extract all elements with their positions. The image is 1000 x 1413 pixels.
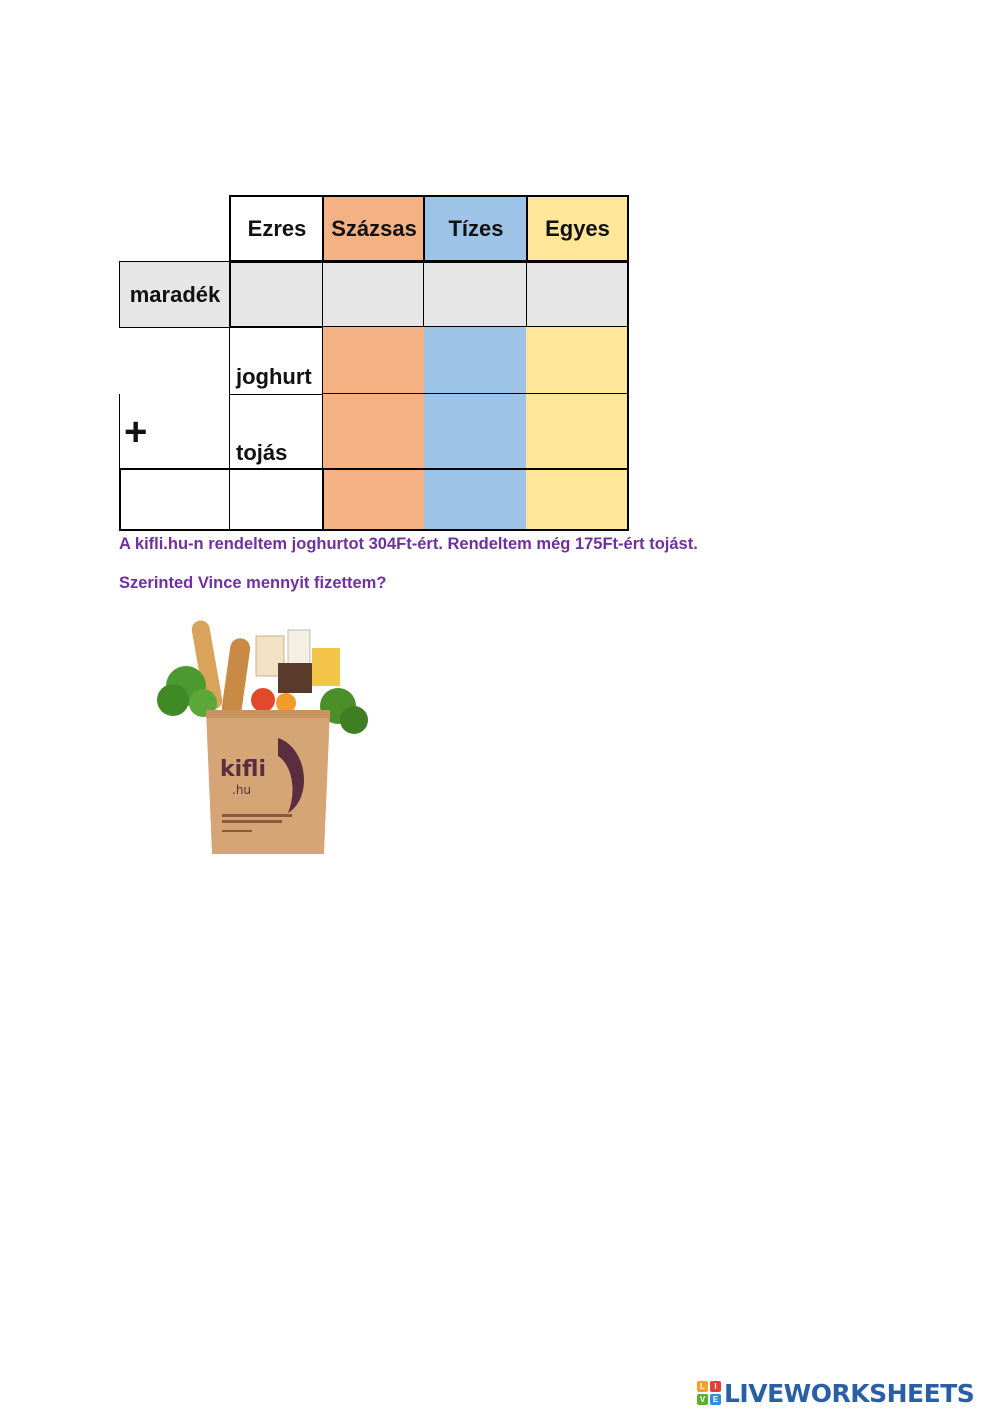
joghurt-egyes-input[interactable] (526, 327, 629, 394)
liveworksheets-logo[interactable] (697, 1378, 974, 1408)
header-ezres: Ezres (229, 195, 324, 262)
header-egyes: Egyes (526, 195, 629, 262)
maradek-egyes-input[interactable] (526, 261, 629, 328)
bag-brand-text: kifli (220, 757, 267, 782)
maradek-tizes-input[interactable] (423, 261, 528, 328)
tojas-tizes-input[interactable] (424, 394, 527, 470)
logo-blocks-icon: L I V E (697, 1381, 721, 1405)
joghurt-tizes-input[interactable] (424, 327, 527, 394)
tojas-egyes-input[interactable] (526, 394, 629, 470)
grocery-bag-illustration (118, 608, 416, 883)
sum-blank-left (119, 468, 230, 531)
maradek-ezres-input[interactable] (229, 261, 324, 328)
joghurt-label: joghurt (229, 327, 324, 394)
bag-brand-suffix: .hu (232, 783, 252, 797)
sum-tizes-input[interactable] (424, 468, 527, 531)
sum-szazas-input[interactable] (322, 468, 425, 531)
logo-text: LIVEWORKSHEETS (724, 1378, 975, 1408)
grocery-bag-image (118, 608, 416, 883)
header-tizes: Tízes (423, 195, 528, 262)
tojas-szazas-input[interactable] (322, 394, 425, 470)
sum-egyes-input[interactable] (526, 468, 629, 531)
tojas-label: tojás (229, 394, 324, 470)
joghurt-szazas-input[interactable] (322, 327, 425, 394)
question-line-1: A kifli.hu-n rendeltem joghurtot 304Ft-ért. Rendeltem még 175Ft-ért tojást. (119, 535, 698, 553)
question-line-2: Szerinted Vince mennyit fizettem? (119, 574, 387, 592)
header-szazas: Százsas (322, 195, 425, 262)
plus-sign: + (119, 394, 229, 470)
maradek-szazas-input[interactable] (322, 261, 425, 328)
sum-ezres-input[interactable] (229, 468, 324, 531)
maradek-label: maradék (119, 261, 230, 328)
